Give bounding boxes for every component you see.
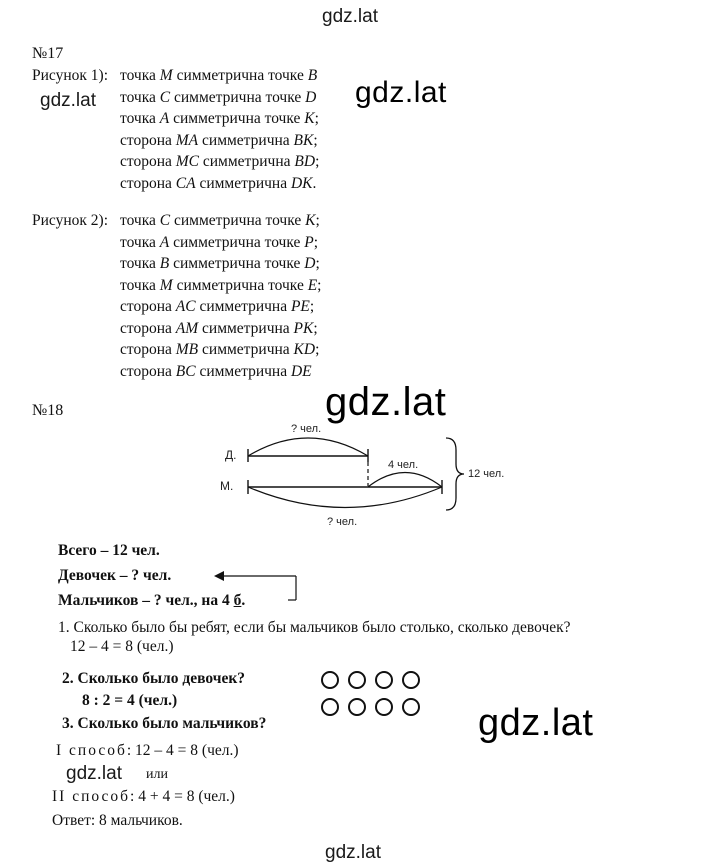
counter-circle <box>376 672 392 688</box>
figure-2-part: сторона <box>120 362 176 380</box>
figure-2-part: симметрична <box>195 362 291 380</box>
answer-2: 8 : 2 = 4 (чел.) <box>82 692 178 709</box>
figure-2-part: DE <box>290 362 312 380</box>
total-label: 12 чел. <box>468 468 505 480</box>
figure-2-part: ; <box>313 233 319 251</box>
figure-1-part: точка <box>120 110 160 127</box>
question-1: 1. Сколько было бы ребят, если бы мальчиков было столько, сколько девочек? <box>58 619 571 636</box>
figure-2-part: симметрична <box>195 298 291 315</box>
figure-2-part: C <box>159 212 171 229</box>
figure-1-part: . <box>312 174 317 192</box>
counter-circle <box>376 699 392 715</box>
figure-2-part: PK <box>293 319 314 337</box>
figure-2-label: Рисунок 2): <box>32 212 109 229</box>
difference-arc <box>368 473 442 488</box>
figure-1-part: A <box>159 110 170 127</box>
figure-2-part: точка <box>120 255 160 272</box>
figure-2-part: K <box>305 212 316 229</box>
figure-1-part: MA <box>175 131 199 149</box>
counter-circle <box>403 699 419 715</box>
boys-bottom-arc <box>248 487 442 508</box>
figure-1-part: CA <box>175 174 196 192</box>
figure-1-part: точка <box>120 88 160 106</box>
figure-2-part: симметрична точке <box>169 233 305 251</box>
figure-1-part: сторона <box>120 174 176 192</box>
figure-1-part: ; <box>313 131 318 149</box>
counter-circle <box>322 699 338 715</box>
figure-2-part: PE <box>290 298 310 315</box>
watermark-big-1: gdz.lat <box>355 76 447 109</box>
figure-1-part: DK <box>290 174 313 192</box>
question-2: 2. Сколько было девочек? <box>62 670 246 687</box>
watermark-big-3: gdz.lat <box>478 702 594 744</box>
figure-1-part: BK <box>293 131 314 149</box>
figure-1-part: точка <box>120 67 160 84</box>
figure-1-part: симметрична <box>198 131 294 149</box>
or-text: или <box>146 767 168 782</box>
figure-2-part: AC <box>175 298 196 315</box>
figure-1-part: симметрична точке <box>170 88 306 106</box>
circles-grid <box>322 672 419 715</box>
figure-1-part: MC <box>175 153 199 170</box>
boys-label: М. <box>220 479 234 493</box>
figure-1-part: C <box>159 88 171 106</box>
figure-1-part: сторона <box>120 153 176 170</box>
figure-2-part: P <box>304 233 314 251</box>
figure-2-part: KD <box>293 341 316 358</box>
figure-1-part: M <box>159 67 173 84</box>
figure-2-part: A <box>159 233 170 251</box>
difference-label: 4 чел. <box>388 459 419 471</box>
figure-2-part: симметрична точке <box>170 212 306 229</box>
figure-2-part: B <box>159 255 170 272</box>
watermark-big-2: gdz.lat <box>325 380 447 424</box>
method-2: II способ: 4 + 4 = 8 (чел.) <box>52 788 235 805</box>
counter-circle <box>349 699 365 715</box>
figure-1-part: симметрична <box>199 153 295 170</box>
figure-2-part: E <box>307 276 318 294</box>
summary-total: Всего – 12 чел. <box>58 542 160 559</box>
figure-2-part: симметрична <box>198 319 294 337</box>
watermark-side-2: gdz.lat <box>66 763 122 784</box>
figure-1-part: D <box>305 88 317 106</box>
figure-2-part: D <box>304 255 316 272</box>
figure-2-part: ; <box>317 276 322 294</box>
figure-2-part: точка <box>120 212 160 229</box>
figure-1-label: Рисунок 1): <box>32 67 109 84</box>
figure-2-part: симметрична <box>198 341 294 358</box>
watermark-top: gdz.lat <box>322 6 378 27</box>
figure-1-part: K <box>304 110 315 127</box>
figure-2-part: точка <box>120 276 160 294</box>
girls-top-arc <box>248 438 368 456</box>
figure-2-part: сторона <box>120 319 176 337</box>
watermark-bottom: gdz.lat <box>325 842 381 863</box>
task-17-number: №17 <box>32 45 64 62</box>
method-1: I способ: 12 – 4 = 8 (чел.) <box>56 742 239 759</box>
figure-2-part: сторона <box>120 341 176 358</box>
counter-circle <box>403 672 419 688</box>
figure-2-part: MB <box>175 341 199 358</box>
bottom-question-label: ? чел. <box>327 516 358 528</box>
girls-label: Д. <box>225 448 237 462</box>
figure-2-part: сторона <box>120 298 176 315</box>
task-18-number: №18 <box>32 402 64 419</box>
figure-1-part: B <box>307 67 318 84</box>
summary-boys: Мальчиков – ? чел., на 4 б. <box>58 592 246 609</box>
arrow-head <box>214 571 224 581</box>
figure-2-part: ; <box>315 255 320 272</box>
final-answer: Ответ: 8 мальчиков. <box>52 812 183 829</box>
figure-2-part: ; <box>309 298 315 315</box>
figure-1-part: сторона <box>120 131 176 149</box>
figure-2-part: ; <box>315 212 320 229</box>
figure-1-part: симметрична точке <box>172 67 308 84</box>
summary-girls: Девочек – ? чел. <box>58 567 172 584</box>
figure-2-part: ; <box>313 319 318 337</box>
figure-1-part: ; <box>315 153 320 170</box>
counter-circle <box>322 672 338 688</box>
total-brace <box>446 438 464 510</box>
figure-1-part: BD <box>294 153 316 170</box>
figure-2-part: симметрична точке <box>169 255 305 272</box>
answer-1: 12 – 4 = 8 (чел.) <box>70 638 174 655</box>
question-3: 3. Сколько было мальчиков? <box>62 715 267 732</box>
figure-2-part: M <box>159 276 173 294</box>
watermark-side-1: gdz.lat <box>40 90 96 111</box>
figure-1-part: ; <box>314 110 319 127</box>
counter-circle <box>349 672 365 688</box>
figure-2-part: ; <box>315 341 320 358</box>
top-question-label: ? чел. <box>291 423 322 435</box>
figure-1-part: симметрична <box>195 174 291 192</box>
figure-2-part: BC <box>175 362 196 380</box>
figure-2-part: точка <box>120 233 160 251</box>
figure-1-part: симметрична точке <box>169 110 305 127</box>
figure-2-part: AM <box>175 319 199 337</box>
figure-2-part: симметрична точке <box>172 276 308 294</box>
